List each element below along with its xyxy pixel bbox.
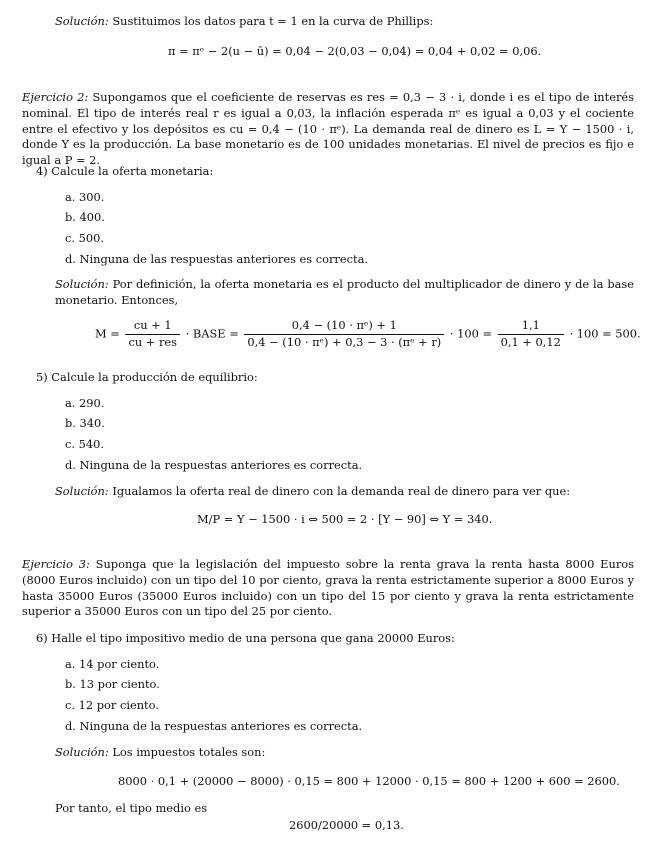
solution-label: Solución: (55, 277, 109, 291)
phillips-equation: π = πᵉ − 2(u − ū) = 0,04 − 2(0,03 − 0,04) = 0,04 + 0,02 = 0,06. (168, 44, 542, 58)
eq-lhs: M = (95, 326, 120, 341)
exercise-3 (22, 557, 634, 620)
solution-text: Sustituimos los datos para t = 1 en la curva de Phillips: (108, 14, 434, 28)
conclusion-text: Por tanto, el tipo medio es (55, 801, 208, 815)
option-c: c. 12 por ciento. (65, 698, 159, 712)
eq-mid-1: · BASE = (185, 326, 239, 341)
solution-label: Solución: (55, 745, 109, 759)
solution-text: Igualamos la oferta real de dinero con la demanda real de dinero para ver que: (108, 484, 571, 498)
question-6: 6) Halle el tipo impositivo medio de una persona que gana 20000 Euros: (36, 631, 455, 645)
option-b: b. 400. (65, 210, 105, 224)
tax-equation: 8000 · 0,1 + (20000 − 8000) · 0,15 = 800 + 12000 · 0,15 = 800 + 1200 + 600 = 2600. (118, 774, 620, 788)
money-supply-equation (95, 318, 641, 351)
eq-end: · 100 = 500. (569, 326, 641, 341)
exercise-2 (22, 90, 634, 169)
option-a: a. 300. (65, 190, 105, 204)
solution-text: Por definición, la oferta monetaria es el producto del multiplicador de dinero y de la base monetario. Entonces, (55, 277, 634, 307)
question-5: 5) Calcule la producción de equilibrio: (36, 370, 258, 384)
option-a: a. 290. (65, 396, 105, 410)
q6-solution (55, 745, 635, 761)
q5-solution (55, 484, 635, 500)
option-c: c. 500. (65, 231, 104, 245)
eq-mid-2: · 100 = (449, 326, 493, 341)
exercise-label: Ejercicio 3: (22, 557, 90, 571)
fraction-numeric: $\frac{1,1}{0,1 + 0,12}$ (498, 318, 564, 351)
exercise-label: Ejercicio 2: (22, 90, 89, 104)
option-b: b. 13 por ciento. (65, 677, 160, 691)
average-rate-result: 2600/20000 = 0,13. (289, 818, 404, 832)
option-c: c. 540. (65, 437, 104, 451)
exercise-text: Suponga que la legislación del impuesto sobre la renta grava la renta hasta 8000 Euros (8000 Euros incluido) con un tipo del 10 por ciento, grava la renta estrictamente superior a 8000 Euros y hasta 35000 Euros (35000 Euros incluido) con un tipo del 15 por ciento y grava la renta estrictamente superior a 35000 Euros con un tipo del 25 por ciento. (22, 557, 634, 619)
exercise-text: Supongamos que el coeficiente de reservas es res = 0,3 − 3 · i, donde i es el tipo de interés nominal. El tipo de interés real r es igual a 0,03, la inflación esperada πᵉ es igual a 0,03 y el cociente entre el efectivo y los depósitos es cu = 0,4 − (10 · πᵉ). La demanda real de dinero es L = Y − 1500 · i, donde Y es la producción. La base monetario es de 100 unidades monetarias. El nivel de precios es fijo e igual a P = 2. (22, 90, 634, 168)
solution-text: Los impuestos totales son: (108, 745, 266, 759)
solution-label: Solución: (55, 14, 109, 28)
equilibrium-equation: M/P = Y − 1500 · i ⇔ 500 = 2 · [Y − 90] ⇔ Y = 340. (197, 512, 493, 526)
phillips-solution (55, 14, 635, 30)
option-d: d. Ninguna de la respuestas anteriores es correcta. (65, 719, 363, 733)
option-d: d. Ninguna de las respuestas anteriores es correcta. (65, 252, 368, 266)
option-b: b. 340. (65, 416, 105, 430)
fraction-substituted: $\frac{\text{0,4 − (10 · πᵉ) + 1}}{\text{0,4 − (10 · πᵉ) + 0,3 − 3 · (πᵉ + r)}}$ (244, 318, 444, 351)
fraction-multiplier: $\frac{cu + 1}{\text{cu + res}}$ (125, 318, 180, 351)
option-a: a. 14 por ciento. (65, 657, 160, 671)
q4-solution (55, 277, 634, 309)
option-d: d. Ninguna de la respuestas anteriores es correcta. (65, 458, 363, 472)
question-4: 4) Calcule la oferta monetaria: (36, 164, 214, 178)
solution-label: Solución: (55, 484, 109, 498)
